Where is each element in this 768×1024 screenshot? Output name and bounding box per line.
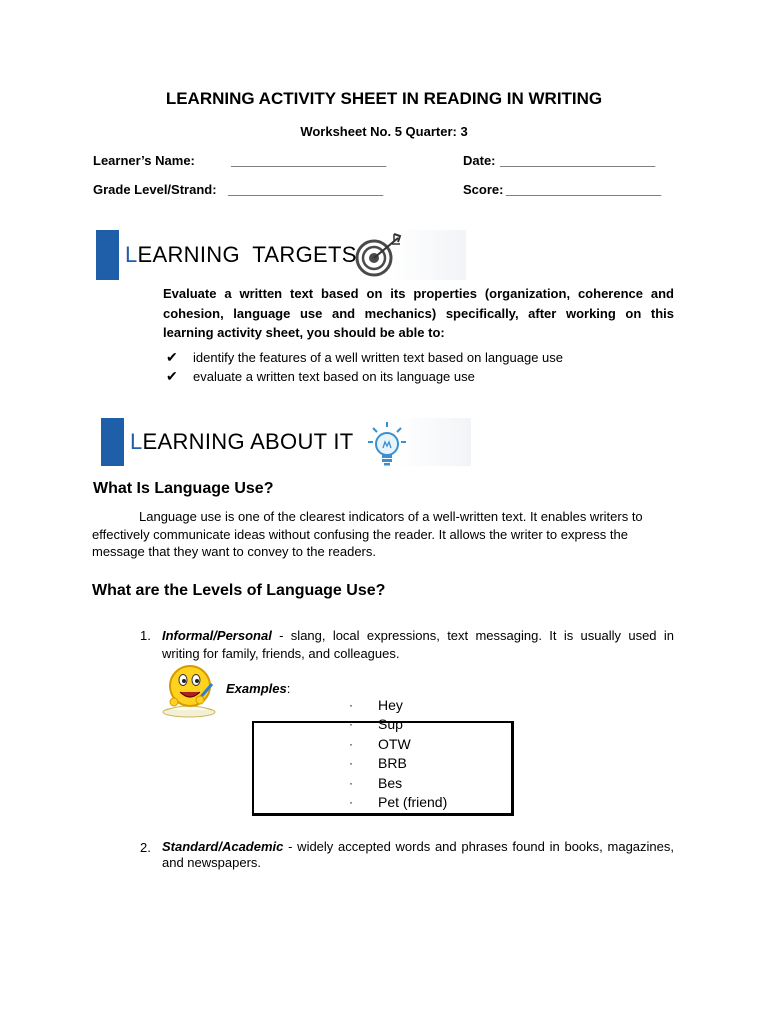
checkmark-icon: ✔ xyxy=(166,349,178,365)
banner-accent-box xyxy=(101,418,124,466)
grade-level-label: Grade Level/Strand: xyxy=(93,182,217,197)
learning-targets-heading: LEARNING TARGETS xyxy=(125,242,357,267)
learning-about-heading: LEARNING ABOUT IT xyxy=(130,429,354,454)
learning-targets-banner xyxy=(96,230,466,280)
grade-level-field[interactable]: _______________________ xyxy=(228,182,383,197)
list-item: ✔ evaluate a written text based on its language use xyxy=(166,368,475,384)
banner-accent-box xyxy=(96,230,119,280)
targets-bullet-list xyxy=(166,349,686,387)
list-item: ✔ identify the features of a well written text based on language use xyxy=(166,349,564,365)
list-item: · OTW xyxy=(349,735,411,752)
page-title: LEARNING ACTIVITY SHEET IN READING IN WRITING xyxy=(165,89,603,108)
list-item: · Sup xyxy=(349,716,403,733)
list-item: Standard/Academic - widely accepted words and phrases found in books, magazines, and newspapers. xyxy=(162,839,674,870)
language-use-paragraph: Language use is one of the clearest indicators of a well-written text. It enables writers to effectively communicate ideas without confusing the reader. It allows the writer to express the message that they want to convey to the readers. xyxy=(92,509,643,559)
list-item: · BRB xyxy=(349,755,407,772)
target-arrow-icon xyxy=(350,230,410,287)
language-use-heading: What Is Language Use? xyxy=(93,480,274,497)
standard-term: Standard/Academic xyxy=(162,839,284,854)
learner-name-field[interactable]: _______________________ xyxy=(231,153,386,168)
date-label: Date: xyxy=(463,153,496,168)
worksheet-subtitle: Worksheet No. 5 Quarter: 3 xyxy=(300,124,468,139)
date-field[interactable]: _______________________ xyxy=(500,153,655,168)
list-item: Informal/Personal - slang, local expressions, text messaging. It is usually used in writing for family, friends, and colleagues. xyxy=(162,628,674,661)
smiley-writing-icon xyxy=(160,662,218,723)
list-item: · Pet (friend) xyxy=(349,794,448,811)
list-item: · Hey xyxy=(349,696,403,713)
lightbulb-icon xyxy=(367,420,407,473)
list-item: · Bes xyxy=(349,774,403,791)
examples-label: Examples: xyxy=(226,681,291,696)
informal-term: Informal/Personal xyxy=(162,628,272,643)
list-number: 1. xyxy=(140,628,151,643)
learner-name-label: Learner’s Name: xyxy=(93,153,195,168)
score-label: Score: xyxy=(463,182,504,197)
targets-intro: Evaluate a written text based on its properties (organization, coherence and cohesion, language use and mechanics) specifically, after working on this learning activity sheet, you should be able to: xyxy=(163,286,674,340)
score-field[interactable]: _______________________ xyxy=(506,182,661,197)
learning-about-banner xyxy=(101,418,471,466)
list-number: 2. xyxy=(140,840,151,855)
examples-list xyxy=(349,695,549,812)
checkmark-icon: ✔ xyxy=(166,368,178,384)
levels-heading: What are the Levels of Language Use? xyxy=(92,582,386,599)
